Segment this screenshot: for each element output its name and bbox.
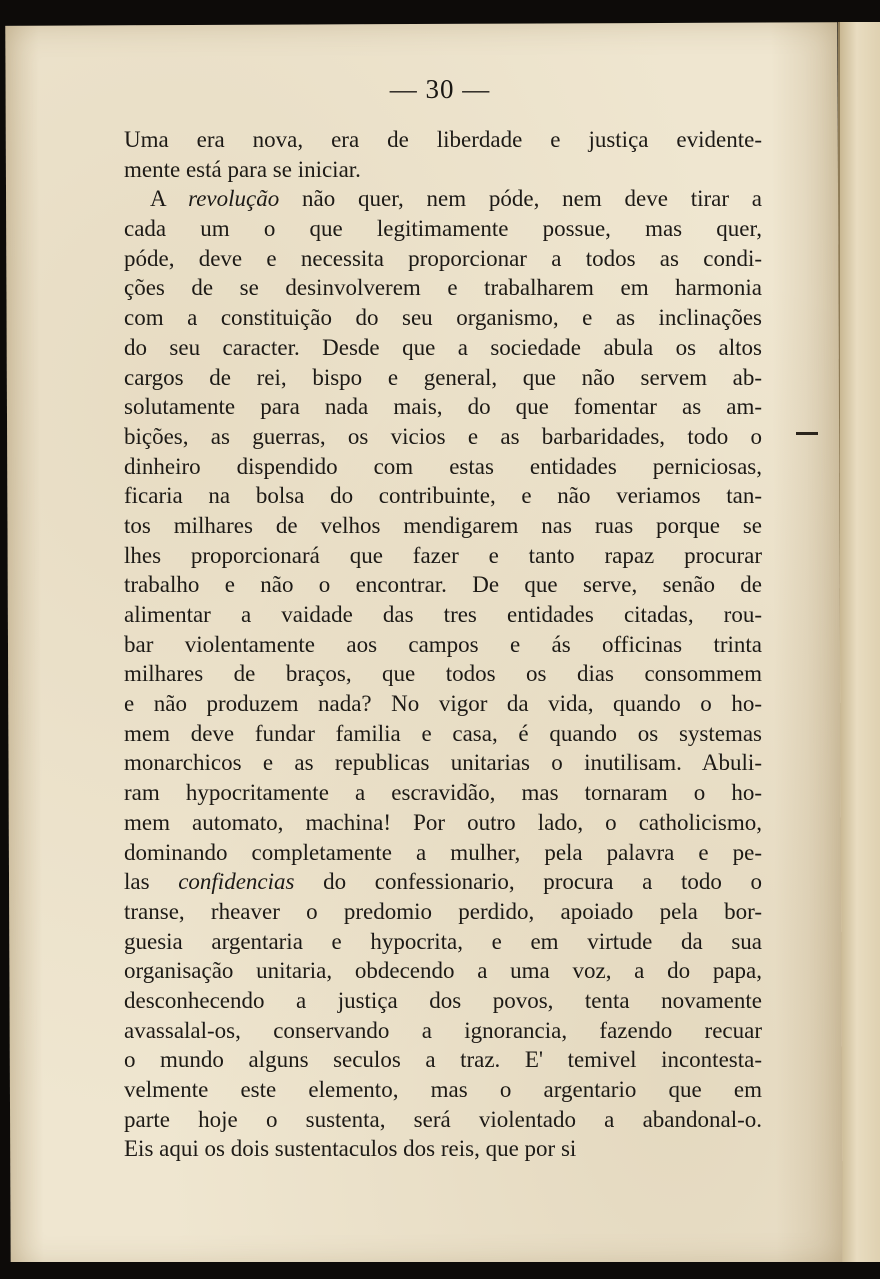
text-segment: guesia argentaria e hypocrita, e em virtude da sua xyxy=(124,928,762,954)
text-segment: tos milhares de velhos mendigarem nas ruas porque se xyxy=(124,512,762,538)
text-segment: Eis aqui os dois sustentaculos dos reis, que por si xyxy=(124,1136,577,1162)
text-line xyxy=(124,808,762,838)
text-segment: do seu caracter. Desde que a sociedade abula os altos xyxy=(124,334,762,360)
text-segment: não quer, nem póde, nem deve tirar a xyxy=(279,186,762,212)
text-line xyxy=(124,303,762,333)
text-line xyxy=(124,630,762,660)
text-segment: ficaria na bolsa do contribuinte, e não veriamos tan- xyxy=(124,483,762,509)
text-segment: las xyxy=(124,869,179,895)
text-line xyxy=(124,452,762,482)
text-line xyxy=(124,927,762,957)
text-line xyxy=(124,897,762,927)
text-line xyxy=(124,867,762,897)
text-line xyxy=(124,363,762,393)
text-segment: ram hypocritamente a escravidão, mas tornaram o ho- xyxy=(124,780,762,806)
text-line xyxy=(124,1075,762,1105)
text-segment: e não produzem nada? No vigor da vida, quando o ho- xyxy=(124,691,762,717)
text-line xyxy=(124,422,762,452)
text-line xyxy=(124,748,762,778)
text-segment: A xyxy=(150,186,189,212)
text-segment: ções de se desinvolverem e trabalharem em harmonia xyxy=(124,275,762,301)
text-segment: dinheiro dispendido com estas entidades perniciosas, xyxy=(124,453,762,479)
text-segment: do confessionario, procura a todo o xyxy=(294,869,762,895)
text-line xyxy=(124,155,762,185)
text-line xyxy=(124,838,762,868)
text-line xyxy=(124,1134,762,1164)
text-line xyxy=(124,778,762,808)
text-line xyxy=(124,1016,762,1046)
text-line xyxy=(124,125,762,155)
margin-mark xyxy=(796,432,818,435)
text-segment: desconhecendo a justiça dos povos, tenta novamente xyxy=(124,987,762,1013)
text-segment: Uma era nova, era de liberdade e justiça evidente- xyxy=(124,127,762,152)
text-line xyxy=(124,273,762,303)
text-segment: com a constituição do seu organismo, e as inclinações xyxy=(124,305,762,331)
text-line xyxy=(124,719,762,749)
page-number: — 30 — xyxy=(389,74,491,104)
text-line xyxy=(124,333,762,363)
text-segment: organisação unitaria, obdecendo a uma voz, a do papa, xyxy=(124,958,762,984)
text-segment: monarchicos e as republicas unitarias o inutilisam. Abuli- xyxy=(124,750,762,776)
text-line xyxy=(124,689,762,719)
text-line xyxy=(124,511,762,541)
text-segment: mente está para se iniciar. xyxy=(124,156,361,182)
text-segment: póde, deve e necessita proporcionar a todos as condi- xyxy=(124,245,762,271)
text-line xyxy=(124,392,762,422)
text-segment: avassalal-os, conservando a ignorancia, fazendo recuar xyxy=(124,1017,762,1043)
text-line xyxy=(124,570,762,600)
text-segment: solutamente para nada mais, do que fomentar as am- xyxy=(124,394,762,420)
italic-text: confidencias xyxy=(178,869,295,895)
text-segment: alimentar a vaidade das tres entidades citadas, rou- xyxy=(124,602,762,627)
text-line xyxy=(124,659,762,689)
text-segment: milhares de braços, que todos os dias consommem xyxy=(124,661,762,687)
text-line xyxy=(124,1105,762,1135)
text-line xyxy=(124,184,762,214)
text-segment: parte hoje o sustenta, será violentado a abandonal-o. xyxy=(124,1106,762,1132)
text-line xyxy=(124,541,762,571)
scan-background xyxy=(0,1262,880,1279)
text-line xyxy=(124,481,762,511)
text-line xyxy=(124,986,762,1016)
text-line xyxy=(124,244,762,274)
italic-text: revolução xyxy=(188,186,280,212)
text-segment: cargos de rei, bispo e general, que não servem ab- xyxy=(124,364,762,390)
text-line xyxy=(124,600,762,630)
body-text xyxy=(124,125,762,1164)
text-segment: velmente este elemento, mas o argentario que em xyxy=(124,1077,762,1102)
adjacent-page-edge xyxy=(838,22,880,1262)
text-segment: transe, rheaver o predomio perdido, apoiado pela bor- xyxy=(124,898,762,924)
text-segment: lhes proporcionará que fazer e tanto rapaz procurar xyxy=(124,542,762,568)
text-line xyxy=(124,214,762,244)
text-segment: bições, as guerras, os vicios e as barbaridades, todo o xyxy=(124,423,762,449)
text-segment: bar violentamente aos campos e ás officinas trinta xyxy=(124,631,762,657)
text-segment: o mundo alguns seculos a traz. E' temivel incontesta- xyxy=(124,1047,762,1073)
text-segment: mem deve fundar familia e casa, é quando os systemas xyxy=(124,720,762,746)
text-segment: cada um o que legitimamente possue, mas quer, xyxy=(124,216,762,242)
text-line xyxy=(124,956,762,986)
text-segment: mem automato, machina! Por outro lado, o catholicismo, xyxy=(124,809,762,835)
text-line xyxy=(124,1045,762,1075)
text-segment: dominando completamente a mulher, pela palavra e pe- xyxy=(124,839,762,865)
text-segment: trabalho e não o encontrar. De que serve, senão de xyxy=(124,572,762,598)
